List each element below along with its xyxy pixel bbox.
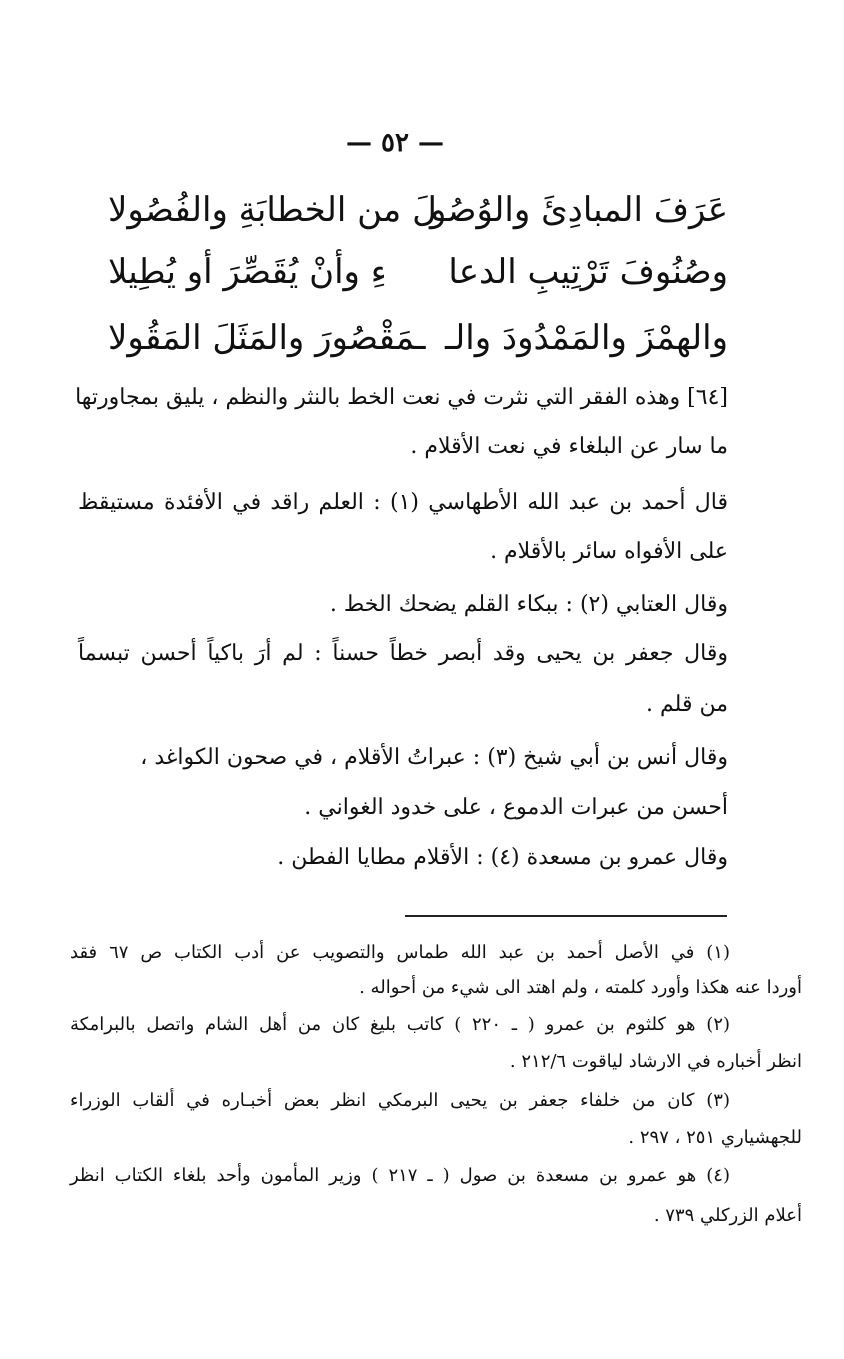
- paragraph-line: وقال جعفر بن يحيى وقد أبصر خطاً حسناً : لم أرَ باكياً أحسن تبسماً: [78, 641, 728, 666]
- footnote-divider: [405, 915, 727, 917]
- verse-first-hemistich: وصُنُوفَ تَرْتِيبِ الدعا: [448, 252, 728, 292]
- footnote-line: للجهشياري ٢٥١ ، ٢٩٧ .: [628, 1127, 802, 1148]
- verse-first-hemistich: عَرَفَ المبادِئَ والوُصُو: [430, 190, 728, 230]
- verse-second-hemistich: ءِ وأنْ يُقَصِّرَ أو يُطِيلا: [108, 252, 387, 292]
- paragraph-line: من قلم .: [646, 692, 728, 717]
- footnote-line: أوردا عنه هكذا وأورد كلمته ، ولم اهتد الى شيء من أحواله .: [359, 977, 802, 998]
- paragraph-line: وقال أنس بن أبي شيخ (٣) : عبراتُ الأقلام ، في صحون الكواغد ،: [140, 745, 728, 770]
- footnote-line: (٢) هو كلثوم بن عمرو ( ـ ٢٢٠ ) كاتب بليغ كان من أهل الشام واتصل بالبرامكة: [70, 1014, 731, 1035]
- paragraph-line: أحسن من عبرات الدموع ، على خدود الغواني .: [304, 795, 728, 820]
- footnote-line: (٤) هو عمرو بن مسعدة بن صول ( ـ ٢١٧ ) وزير المأمون وأحد بلغاء الكتاب انظر: [70, 1165, 730, 1186]
- footnote-line: (٣) كان من خلفاء جعفر بن يحيى البرمكي انظر بعض أخبـاره في ألقاب الوزراء: [70, 1090, 730, 1111]
- verse-second-hemistich: لَ من الخطابَةِ والفُصُولا: [108, 190, 437, 230]
- footnote-line: أعلام الزركلي ٧٣٩ .: [653, 1205, 802, 1226]
- footnote-line: (١) في الأصل أحمد بن عبد الله طماس والتصويب عن أدب الكتاب ص ٦٧ فقد: [70, 942, 730, 963]
- paragraph-line: قال أحمد بن عبد الله الأطهاسي (١) : العلم راقد في الأفئدة مستيقظ: [78, 490, 728, 515]
- footnote-line: انظر أخباره في الارشاد لياقوت ٢١٢/٦ .: [509, 1051, 802, 1072]
- page-number: — ٥٢ —: [345, 128, 445, 158]
- verse-line: [108, 313, 728, 363]
- verse-first-hemistich: والهمْزَ والمَمْدُودَ والـ: [444, 318, 728, 358]
- verse-second-hemistich: ـمَقْصُورَ والمَثَلَ المَقُولا: [108, 318, 426, 358]
- verse-line: [108, 247, 728, 297]
- paragraph-line: على الأفواه سائر بالأقلام .: [490, 539, 728, 564]
- paragraph-line: وقال العتابي (٢) : ببكاء القلم يضحك الخط .: [329, 592, 728, 617]
- verse-line: [108, 185, 728, 235]
- paragraph-line: [٦٤] وهذه الفقر التي نثرت في نعت الخط بالنثر والنظم ، يليق بمجاورتها: [75, 385, 728, 410]
- paragraph-line: وقال عمرو بن مسعدة (٤) : الأقلام مطايا الفطن .: [277, 845, 728, 870]
- paragraph-line: ما سار عن البلغاء في نعت الأقلام .: [410, 434, 728, 459]
